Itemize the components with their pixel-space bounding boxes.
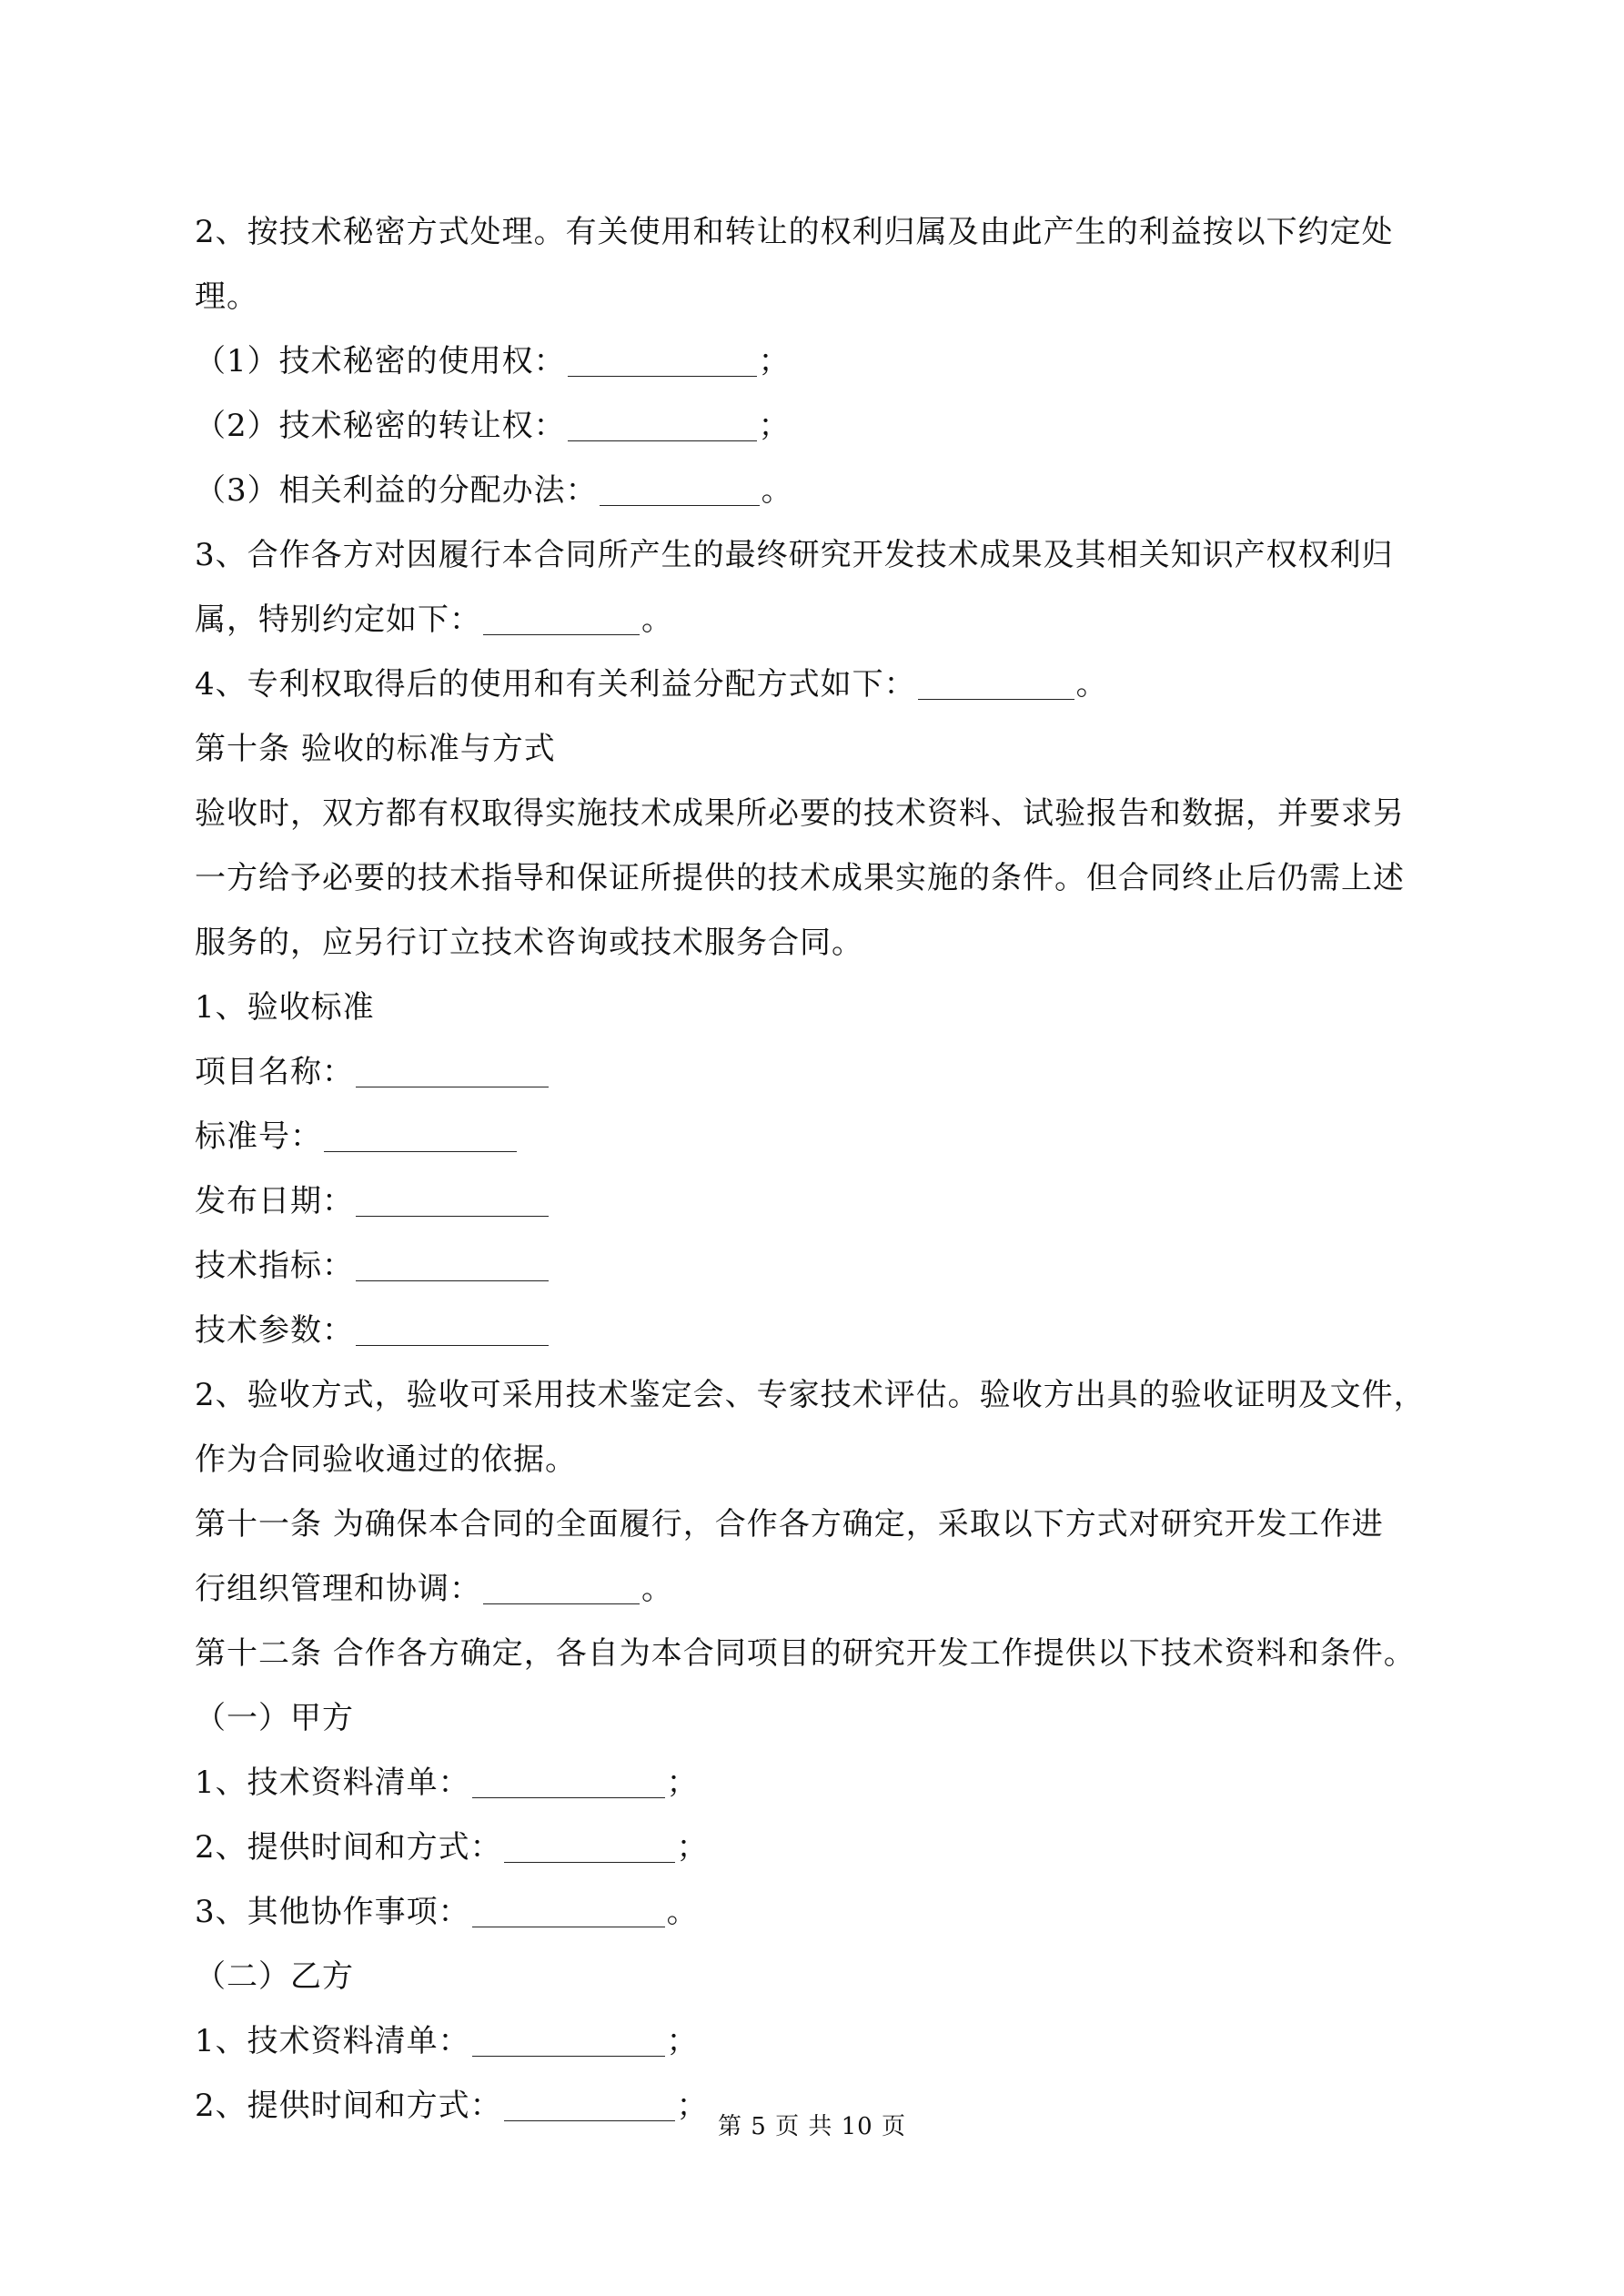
field-label: 2、提供时间和方式： (195, 2088, 502, 2124)
field-label: （1）技术秘密的使用权： (195, 343, 566, 379)
blank-field (324, 1124, 517, 1152)
benefit-distribution-method (195, 459, 1441, 523)
clause-2-line-2: 理。 (195, 278, 258, 315)
article-12: 第十二条 合作各方确定，各自为本合同项目的研究开发工作提供以下技术资料和条件。 (195, 1635, 1416, 1672)
blank-field (483, 1576, 640, 1604)
field-punct: ； (676, 1829, 709, 1866)
blank-field (356, 1253, 549, 1281)
field-punct: ； (666, 1765, 699, 1801)
field-label: 1、技术资料清单： (195, 2023, 470, 2059)
field-label: 项目名称： (195, 1054, 354, 1090)
field-punct: 。 (1075, 666, 1108, 703)
blank-field (356, 1318, 549, 1346)
field-punct: 。 (641, 1571, 673, 1607)
article-11-line-1: 第十一条 为确保本合同的全面履行，合作各方确定，采取以下方式对研究开发工作进 (195, 1506, 1384, 1542)
clause-2-line-1: 2、按技术秘密方式处理。有关使用和转让的权利归属及由此产生的利益按以下约定处 (195, 214, 1394, 250)
blank-field (472, 1899, 665, 1927)
project-name-field (195, 1040, 1441, 1105)
document-page (195, 200, 1441, 2139)
party-a-other-matters (195, 1880, 1441, 1945)
blank-field (472, 2028, 665, 2057)
field-label: 属，特别约定如下： (195, 602, 481, 638)
party-b-heading: （二）乙方 (195, 1958, 354, 1995)
field-label: 行组织管理和协调： (195, 1571, 481, 1607)
blank-field (600, 478, 760, 506)
blank-field (504, 1835, 675, 1863)
blank-field (472, 1770, 665, 1798)
standard-number-field (195, 1105, 1441, 1169)
clause-3-line-1: 3、合作各方对因履行本合同所产生的最终研究开发技术成果及其相关知识产权权利归 (195, 537, 1394, 573)
field-label: 发布日期： (195, 1183, 354, 1219)
field-label: 技术指标： (195, 1248, 354, 1284)
field-punct: ； (676, 2088, 709, 2124)
blank-field (356, 1188, 549, 1217)
field-label: 1、技术资料清单： (195, 1765, 470, 1801)
blank-field (568, 413, 757, 441)
blank-field (483, 607, 640, 635)
field-label: （3）相关利益的分配办法： (195, 472, 598, 509)
party-a-tech-doc-list (195, 1751, 1441, 1816)
field-punct: ； (758, 408, 791, 444)
party-a-time-method (195, 1816, 1441, 1880)
blank-field (568, 349, 757, 377)
trade-secret-transfer-right (195, 394, 1441, 459)
field-punct: ； (666, 2023, 699, 2059)
page-footer: 第 5 页 共 10 页 (718, 2113, 906, 2140)
field-label: 标准号： (195, 1118, 322, 1155)
technical-parameter-field (195, 1299, 1441, 1363)
trade-secret-use-right (195, 329, 1441, 394)
field-punct: 。 (666, 1894, 699, 1930)
article-10-para-line-2: 一方给予必要的技术指导和保证所提供的技术成果实施的条件。但合同终止后仍需上述 (195, 860, 1405, 896)
field-label: 2、提供时间和方式： (195, 1829, 502, 1866)
acceptance-standard-heading: 1、验收标准 (195, 989, 375, 1026)
field-punct: 。 (761, 472, 793, 509)
acceptance-method-line-1: 2、验收方式，验收可采用技术鉴定会、专家技术评估。验收方出具的验收证明及文件， (195, 1377, 1426, 1413)
field-label: 3、其他协作事项： (195, 1894, 470, 1930)
field-label: 4、专利权取得后的使用和有关利益分配方式如下： (195, 666, 916, 703)
article-10-para-line-1: 验收时，双方都有权取得实施技术成果所必要的技术资料、试验报告和数据，并要求另 (195, 795, 1405, 832)
field-punct: ； (758, 343, 791, 379)
publish-date-field (195, 1169, 1441, 1234)
party-b-tech-doc-list (195, 2009, 1441, 2074)
party-a-heading: （一）甲方 (195, 1700, 354, 1736)
clause-4 (195, 652, 1441, 717)
article-10-heading: 第十条 验收的标准与方式 (195, 731, 556, 767)
article-10-para-line-3: 服务的，应另行订立技术咨询或技术服务合同。 (195, 925, 863, 961)
field-label: 技术参数： (195, 1312, 354, 1349)
article-11-line-2 (195, 1557, 1441, 1622)
field-label: （2）技术秘密的转让权： (195, 408, 566, 444)
blank-field (356, 1059, 549, 1087)
acceptance-method-line-2: 作为合同验收通过的依据。 (195, 1441, 577, 1478)
blank-field (918, 672, 1074, 700)
clause-3-line-2 (195, 588, 1441, 652)
field-punct: 。 (641, 602, 673, 638)
technical-indicator-field (195, 1234, 1441, 1299)
